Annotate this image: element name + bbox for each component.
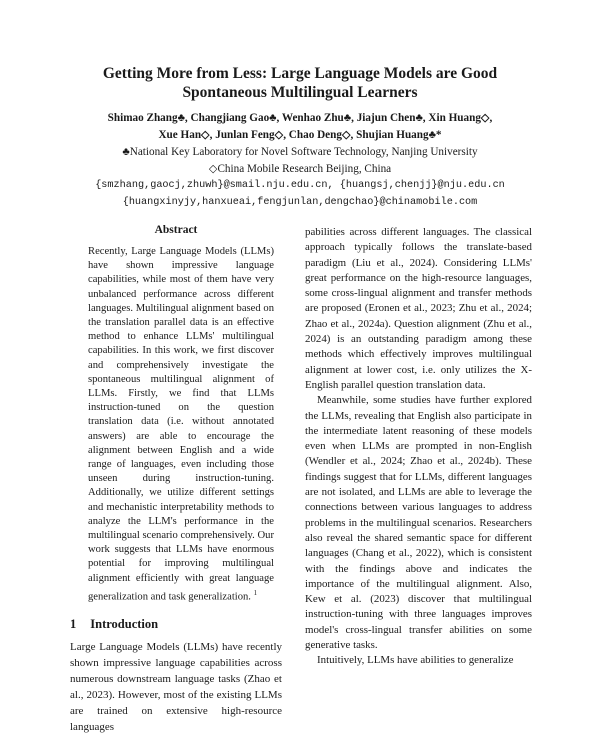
title-line-1: Getting More from Less: Large Language Models are Good: [102, 65, 498, 82]
footnote-mark: 1: [253, 588, 258, 597]
right-paragraph-2: Meanwhile, some studies have further explored the LLMs, revealing that English also participate in the intermediate latent reasoning of these models even when LLMs are prompted in non-English (Wendler et al., 2024; Zhao et al., 2024b). These findings suggest that for LLMs, different languages are not isolated, and LLMs are able to leverage the connections between various languages to address problems in the multilingual scenarios. Researchers also reveal the shared semantic space for different languages (Chang et al., 2022), which is consistent with the findings above and indicates the importance of the multilingual alignment. Also, Kew et al. (2023) discover that multilingual instruction-tuning with three languages improves model's cross-lingual transfer abilities on some generative tasks.: [305, 394, 532, 652]
email-line-1: {smzhang,gaocj,zhuwh}@smail.nju.edu.cn, {huangsj,chenjj}@nju.edu.cn: [95, 180, 505, 191]
two-column-body: [0, 223, 600, 735]
section-number: 1: [70, 616, 77, 631]
authors-line-1: Shimao Zhang♣, Changjiang Gao♣, Wenhao Zhu♣, Jiajun Chen♣, Xin Huang◇,: [107, 112, 493, 124]
right-column: [305, 225, 532, 735]
intro-paragraph: Large Language Models (LLMs) have recently shown impressive language capabilities across numerous downstream language tasks (Zhao et al., 2023). However, most of the existing LLMs are trained on extensive high-resource languages: [70, 640, 282, 733]
left-column: [70, 223, 282, 735]
paper-title: [0, 64, 600, 102]
section-title: Introduction: [90, 616, 159, 631]
abstract-heading: Abstract: [154, 224, 198, 236]
abstract-text: Recently, Large Language Models (LLMs) have shown impressive language capabilities, while most of them have very unbalanced performance across different languages. Multilingual alignment based on the translation parallel data is an effective method to enhance LLMs' multilingual capabilities. In this work, we first discover and comprehensively investigate the spontaneous multilingual alignment of LLMs. Firstly, we find that LLMs instruction-tuned on the question translation data (i.e. without annotated answers) are able to encourage the alignment between English and a wide range of languages, even including those unseen during instruction-tuning. Additionally, we utilize different settings and mechanistic interpretability methods to analyze the LLM's performance in the multilingual scenario comprehensively. Our work suggests that LLMs have enormous potential for improving multilingual alignment efficiently with great language generalization and task generalization.: [88, 246, 274, 603]
authors-line-2: Xue Han◇, Junlan Feng◇, Chao Deng◇, Shujian Huang♣*: [158, 129, 442, 141]
paper-header: [0, 0, 600, 211]
email-line-2: {huangxinyjy,hanxueai,fengjunlan,dengchao}@chinamobile.com: [122, 196, 478, 208]
section-heading-introduction: [70, 617, 282, 632]
title-line-2: Spontaneous Multilingual Learners: [182, 84, 418, 101]
right-paragraph-1: pabilities across different languages. The classical approach typically follows the translate-based paradigm (Liu et al., 2024). Considering LLMs' great performance on the high-resource languages, some cross-lingual alignment and transfer methods are proposed (Eronen et al., 2023; Zhu et al., 2024; Zhao et al., 2024a). Question alignment (Zhu et al., 2024) is an outstanding paradigm among these methods which effectively improves multilingual alignment at lower cost, i.e. only utilizes the X-English parallel question translation data.: [305, 226, 532, 391]
right-paragraph-3: Intuitively, LLMs have abilities to generalize: [317, 654, 514, 667]
affiliations: [0, 144, 600, 211]
abstract-body: [88, 245, 274, 605]
authors: [0, 110, 600, 144]
affiliation-2: ◇China Mobile Research Beijing, China: [208, 163, 392, 175]
affiliation-1: ♣National Key Laboratory for Novel Software Technology, Nanjing University: [122, 146, 478, 158]
